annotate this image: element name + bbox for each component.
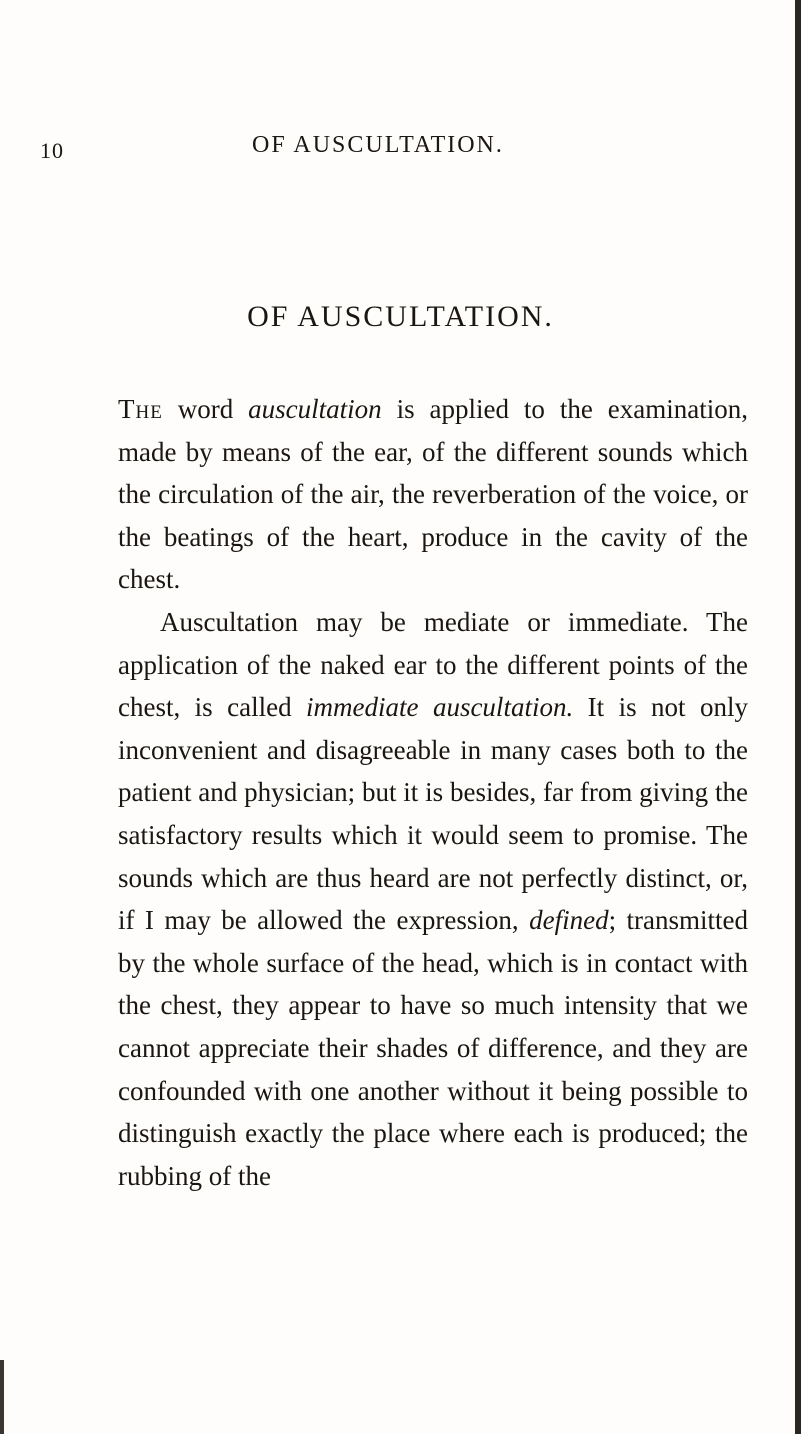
page-number: 10 [40, 138, 64, 163]
section-title: OF AUSCULTATION. [247, 300, 554, 333]
paragraph-1-text-a: word [162, 394, 249, 424]
body-text [118, 388, 748, 1197]
paragraph-2-term-2: defined [529, 905, 609, 936]
running-head [40, 132, 740, 168]
running-title: OF AUSCULTATION. [252, 132, 504, 158]
paragraph-1 [118, 388, 748, 601]
paragraph-1-term: auscultation [248, 394, 382, 424]
paragraph-2-term: immediate auscultation. [306, 692, 574, 723]
paragraph-2-text-b: It is not only inconvenient and disagreeable in many cases both to the patient and physician; but it is besides, far from giving the satisfactory results which it would seem to promise. The sounds which are thus heard are not perfectly distinct, or, if I may be allowed the expression, [118, 692, 748, 936]
binding-mark [0, 1360, 4, 1434]
paragraph-2 [118, 601, 748, 1197]
paragraph-2-text-a: Auscultation may be mediate or immediate. The application of the naked ear to the different points of the chest, is called [118, 606, 748, 723]
paragraph-2-text-c: ; transmitted by the whole surface of the head, which is in contact with the chest, they appear to have so much intensity that we cannot appreciate their shades of difference, and they are confounded with one another without it being possible to distinguish exactly the place where each is produced; the rubbing of the [118, 905, 748, 1191]
page-edge-shadow [795, 0, 801, 1434]
paragraph-1-text-b: is applied to the examination, made by means of the ear, of the different sounds which the circulation of the air, the reverberation of the voice, or the beatings of the heart, produce in the cavity of the chest. [118, 394, 748, 595]
paragraph-1-first-word: The [118, 394, 163, 424]
